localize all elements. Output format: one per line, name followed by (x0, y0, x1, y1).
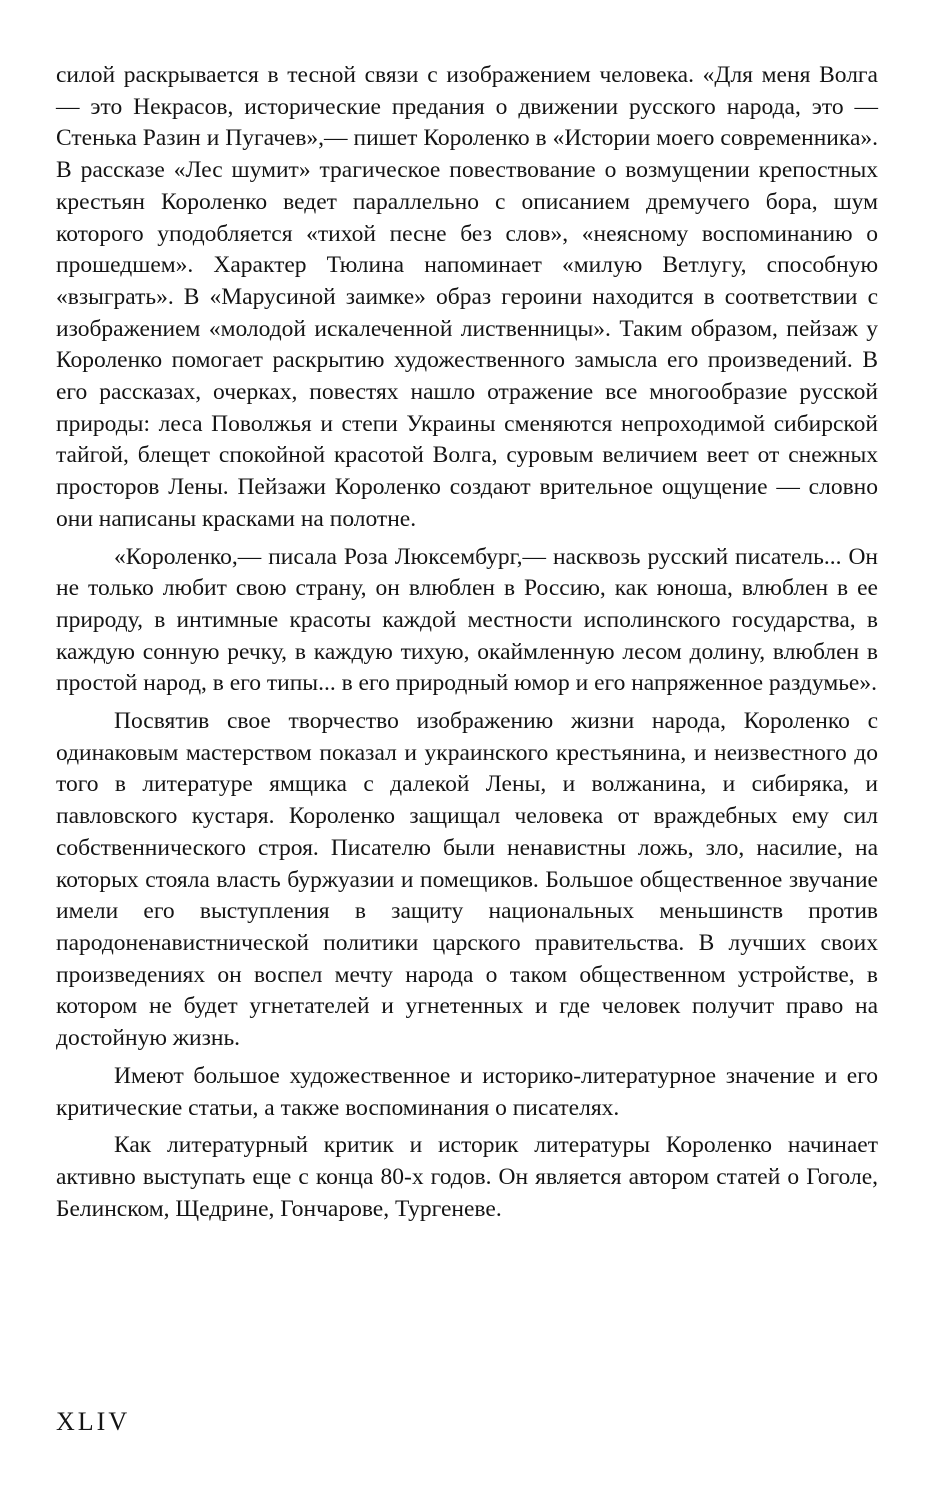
paragraph-continuation: силой раскрывается в тесной связи с изображением человека. «Для меня Волга — это Некрасов, исторические предания о движении русского народа, это — Стенька Разин и Пугачев»,— пишет Короленко в «Истории моего современника». В рассказе «Лес шумит» трагическое повествование о возмущении крепостных крестьян Короленко ведет параллельно с описанием дремучего бора, шум которого уподобляется «тихой песне без слов», «неясному воспоминанию о прошедшем». Характер Тюлина напоминает «милую Ветлугу, способную «взыграть». В «Марусиной заимке» образ героини находится в соответствии с изображением «молодой искалеченной лиственницы». Таким образом, пейзаж у Короленко помогает раскрытию художественного замысла его произведений. В его рассказах, очерках, повестях нашло отражение все многообразие русской природы: леса Поволжья и степи Украины сменяются непроходимой сибирской тайгой, блещет спокойной красотой Волга, суровым величием веет от снежных просторов Лены. Пейзажи Короленко создают врительное ощущение — словно они написаны красками на полотне. (56, 62, 878, 532)
page-number: XLIV (56, 1407, 131, 1436)
paragraph-people-life: Посвятив свое творчество изображению жизни народа, Короленко с одинаковым мастерством показал и украинского крестьянина, и неизвестного до того в литературе ямщика с далекой Лены, и волжанина, и сибиряка, и павловского кустаря. Короленко защищал человека от враждебных ему сил собственнического строя. Писателю были ненавистны ложь, зло, насилие, на которых стояла власть буржуазии и помещиков. Большое общественное звучание имели его выступления в защиту национальных меньшинств против пародоненавистнической политики царского правительства. В лучших своих произведениях он воспел мечту народа о таком общественном устройстве, в котором не будет угнетателей и угнетенных и где человек получит право на достойную жизнь. (56, 708, 878, 1052)
paragraph-critical-articles: Имеют большое художественное и историко-литературное значение и его критические статьи, а также воспоминания о писателях. (56, 1062, 878, 1121)
body-text (56, 60, 878, 1225)
paragraph-literary-critic: Как литературный критик и историк литературы Короленко начинает активно выступать еще с конца 80-х годов. Он является автором статей о Гоголе, Белинском, Щедрине, Гончарове, Тургеневе. (56, 1132, 878, 1222)
paragraph-luxemburg-quote: «Короленко,— писала Роза Люксембург,— насквозь русский писатель... Он не только любит свою страну, он влюблен в Россию, как юноша, влюблен в ее природу, в интимные красоты каждой местности исполинского государства, в каждую сонную речку, в каждую тихую, окаймленную лесом долину, влюблен в простой народ, в его типы... в его природный юмор и его напряженное раздумье». (56, 543, 878, 697)
